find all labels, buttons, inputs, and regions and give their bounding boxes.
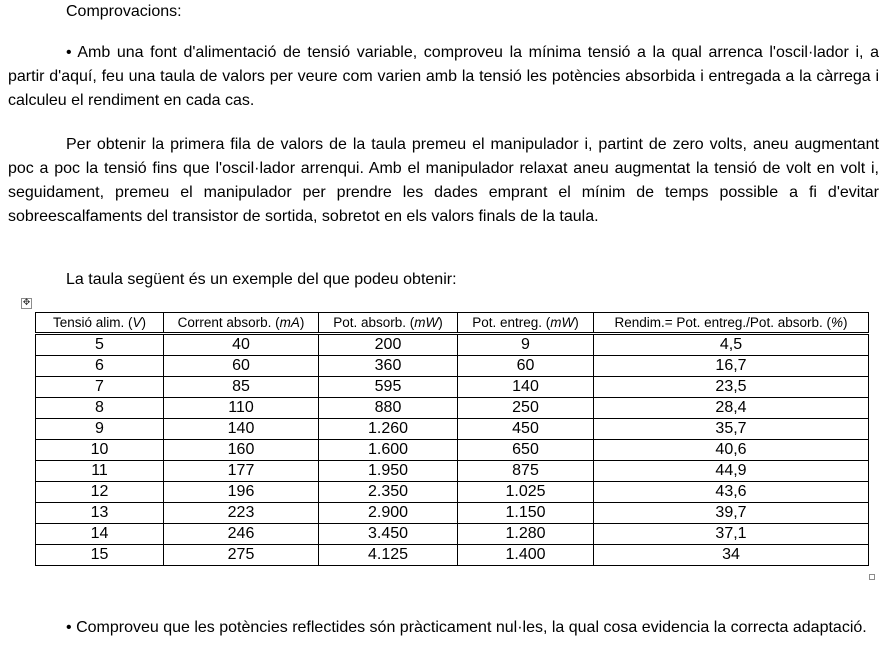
table-cell: 11 <box>36 461 164 482</box>
table-cell: 1.150 <box>458 503 594 524</box>
table-cell: 15 <box>36 545 164 566</box>
results-table <box>35 312 869 566</box>
table-cell: 1.400 <box>458 545 594 566</box>
column-header-unit: % <box>830 315 843 330</box>
table-cell: 5 <box>36 334 164 356</box>
table-move-handle-icon[interactable]: ✥ <box>22 298 31 308</box>
column-header-label: Pot. entreg. ( <box>472 315 551 330</box>
table-cell: 2.350 <box>319 482 458 503</box>
column-header <box>319 313 458 334</box>
column-header-close: ) <box>574 315 579 330</box>
table-cell: 140 <box>458 377 594 398</box>
table-body <box>36 334 869 566</box>
table-cell: 1.025 <box>458 482 594 503</box>
column-header-close: ) <box>843 315 848 330</box>
column-header-unit: mW <box>414 315 439 330</box>
table-row <box>36 524 869 545</box>
column-header <box>458 313 594 334</box>
table-cell: 60 <box>458 356 594 377</box>
table-cell: 875 <box>458 461 594 482</box>
table-cell: 85 <box>164 377 319 398</box>
table-cell: 2.900 <box>319 503 458 524</box>
table-row <box>36 334 869 356</box>
section-heading: Comprovacions: <box>66 3 182 20</box>
table-cell: 40 <box>164 334 319 356</box>
table-cell: 595 <box>319 377 458 398</box>
column-header <box>594 313 869 334</box>
table-cell: 37,1 <box>594 524 869 545</box>
table-cell: 3.450 <box>319 524 458 545</box>
table-cell: 223 <box>164 503 319 524</box>
column-header-close: ) <box>299 315 305 330</box>
table-cell: 200 <box>319 334 458 356</box>
table-cell: 246 <box>164 524 319 545</box>
table-cell: 1.600 <box>319 440 458 461</box>
table-cell: 60 <box>164 356 319 377</box>
table-row <box>36 398 869 419</box>
table-cell: 1.950 <box>319 461 458 482</box>
column-header-unit: mW <box>550 315 575 330</box>
table-row <box>36 419 869 440</box>
table-row <box>36 356 869 377</box>
table-cell: 28,4 <box>594 398 869 419</box>
table-cell: 12 <box>36 482 164 503</box>
column-header-label: Corrent absorb. ( <box>177 315 280 330</box>
column-header-label: Pot. absorb. ( <box>333 315 415 330</box>
table-cell: 16,7 <box>594 356 869 377</box>
table-header-row <box>36 313 869 334</box>
table-cell: 14 <box>36 524 164 545</box>
column-header-unit: mA <box>279 315 300 330</box>
table-cell: 10 <box>36 440 164 461</box>
table-cell: 9 <box>36 419 164 440</box>
table-cell: 4,5 <box>594 334 869 356</box>
table-cell: 275 <box>164 545 319 566</box>
table-cell: 39,7 <box>594 503 869 524</box>
paragraph-bullet-2 <box>8 616 879 640</box>
table-cell: 110 <box>164 398 319 419</box>
paragraph-bullet-1 <box>8 41 879 113</box>
table-cell: 23,5 <box>594 377 869 398</box>
table-cell: 250 <box>458 398 594 419</box>
table-cell: 650 <box>458 440 594 461</box>
bullet-glyph: • <box>66 44 72 61</box>
column-header-unit: V <box>132 315 142 330</box>
table-cell: 140 <box>164 419 319 440</box>
table-cell: 6 <box>36 356 164 377</box>
table-cell: 35,7 <box>594 419 869 440</box>
table-cell: 40,6 <box>594 440 869 461</box>
paragraph-3: La taula següent és un exemple del que podeu obtenir: <box>66 271 457 288</box>
table-row <box>36 545 869 566</box>
column-header-close: ) <box>141 315 147 330</box>
table-cell: 34 <box>594 545 869 566</box>
table-cell: 450 <box>458 419 594 440</box>
table-cell: 196 <box>164 482 319 503</box>
table-row <box>36 461 869 482</box>
table-row <box>36 377 869 398</box>
paragraph-1-text: Amb una font d'alimentació de tensió variable, comproveu la mínima tensió a la qual arrenca l'oscil·lador i, a partir d'aquí, feu una taula de valors per veure com varien amb la tensió les potències absorbida i entregada a la càrrega i calculeu el rendiment en cada cas. <box>8 44 879 109</box>
table-cell: 4.125 <box>319 545 458 566</box>
column-header <box>164 313 319 334</box>
table-row <box>36 503 869 524</box>
table-cell: 43,6 <box>594 482 869 503</box>
column-header-close: ) <box>438 315 443 330</box>
table-cell: 880 <box>319 398 458 419</box>
bullet-glyph: • <box>66 619 72 636</box>
column-header-label: Rendim.= Pot. entreg./Pot. absorb. ( <box>614 315 831 330</box>
table-row <box>36 482 869 503</box>
paragraph-4-text: Comproveu que les potències reflectides són pràcticament nul·les, la qual cosa evidencia la correcta adaptació. <box>76 619 867 636</box>
table-cell: 9 <box>458 334 594 356</box>
table-cell: 360 <box>319 356 458 377</box>
table-cell: 8 <box>36 398 164 419</box>
table-row <box>36 440 869 461</box>
table-cell: 1.280 <box>458 524 594 545</box>
column-header <box>36 313 164 334</box>
table-cell: 44,9 <box>594 461 869 482</box>
table-cell: 13 <box>36 503 164 524</box>
table-cell: 160 <box>164 440 319 461</box>
table-resize-handle-icon[interactable] <box>869 574 875 580</box>
table-cell: 177 <box>164 461 319 482</box>
column-header-label: Tensió alim. ( <box>52 315 133 330</box>
table-cell: 1.260 <box>319 419 458 440</box>
table-cell: 7 <box>36 377 164 398</box>
paragraph-2: Per obtenir la primera fila de valors de la taula premeu el manipulador i, partint de zero volts, aneu augmentant poc a poc la tensió fins que l'oscil·lador arrenqui. Amb el manipulador relaxat aneu augmentat la tensió de volt en volt i, seguidament, premeu el manipulador per prendre les dades emprant el mínim de temps possible a fi d'evitar sobreescalfaments del transistor de sortida, sobretot en els valors finals de la taula. <box>8 136 879 225</box>
